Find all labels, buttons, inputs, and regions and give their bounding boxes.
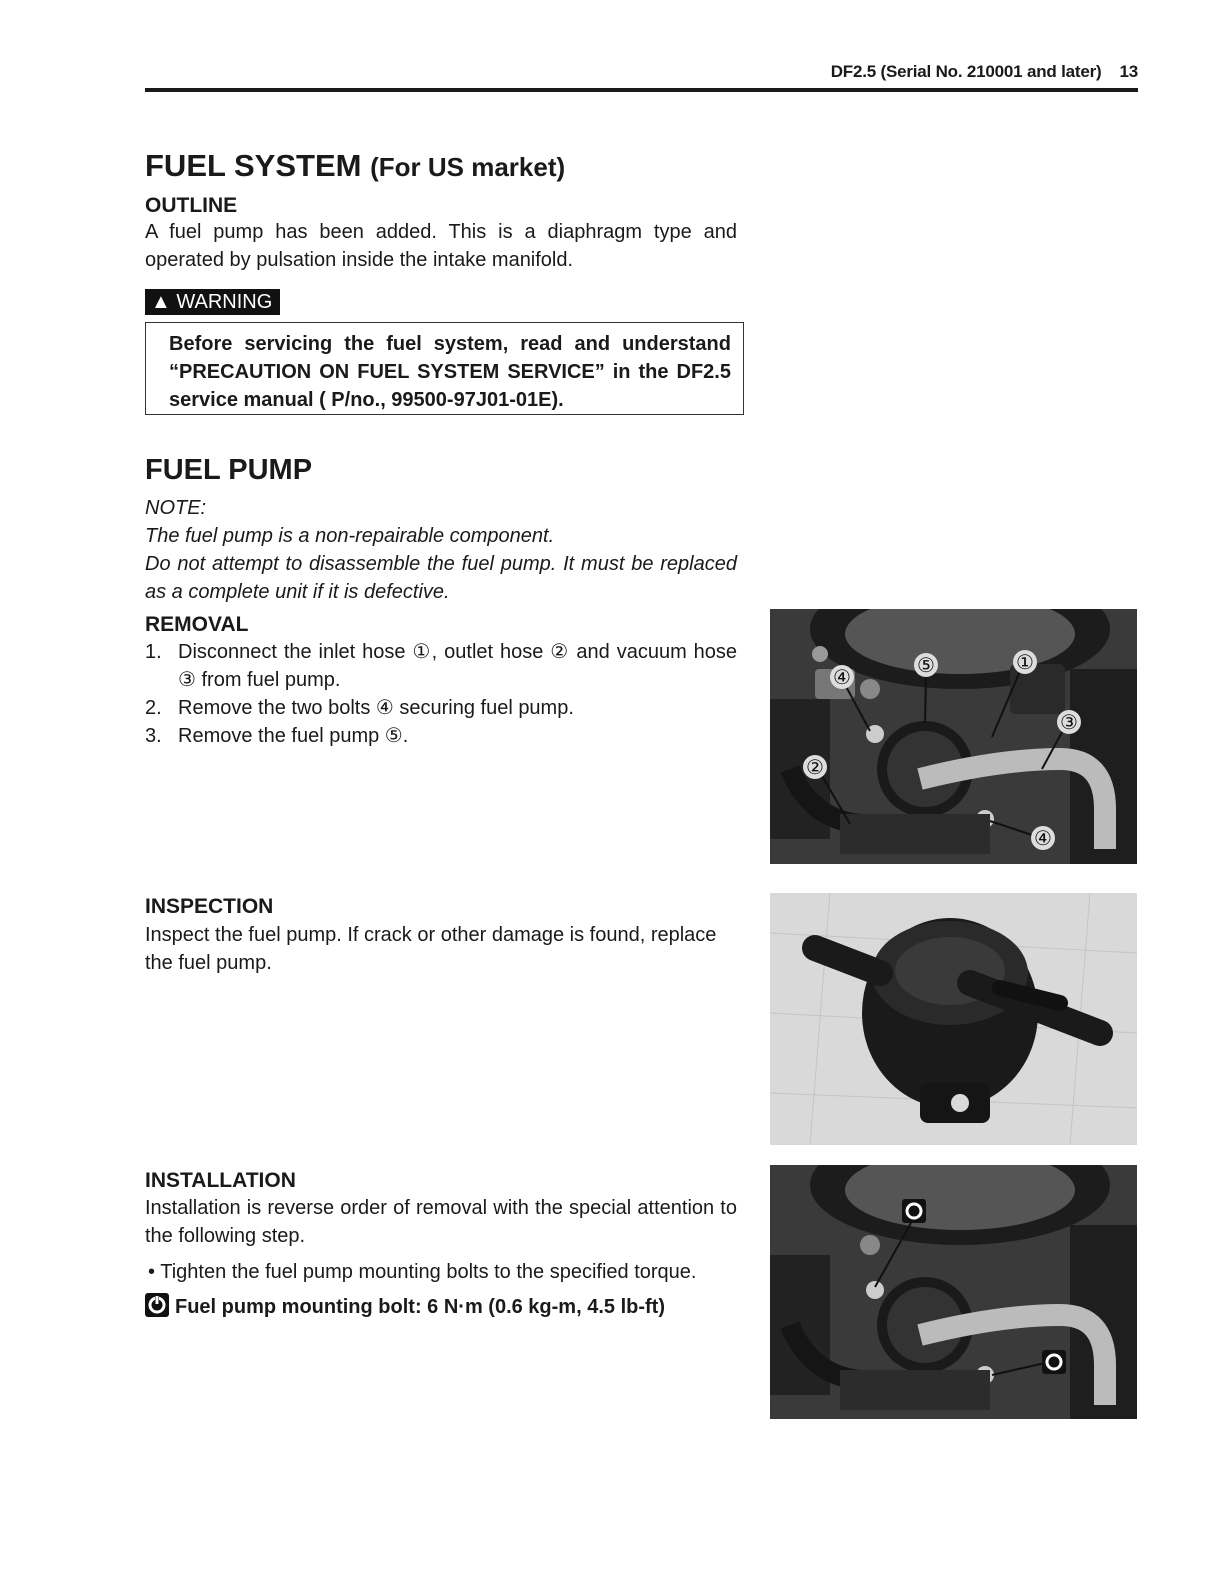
inspection-heading: INSPECTION (145, 895, 274, 918)
inspection-text: Inspect the fuel pump. If crack or other damage is found, replace the fuel pump. (145, 924, 717, 974)
header-rule (145, 88, 1138, 92)
installation-heading: INSTALLATION (145, 1169, 296, 1192)
bullet-mark: • (148, 1261, 156, 1283)
note-line-2: Do not attempt to disassemble the fuel pump. It must be replaced as a complete unit if it is defective. (145, 553, 737, 603)
torque-spec-text: Fuel pump mounting bolt: 6 N·m (0.6 kg-m, 4.5 lb-ft) (175, 1296, 665, 1318)
removal-step: 3. Remove the fuel pump ⑤. (145, 725, 409, 747)
outline-heading: OUTLINE (145, 194, 238, 217)
callout-3: ③ (1060, 710, 1078, 734)
page-number: 13 (1119, 62, 1138, 81)
torque-spec (145, 1293, 745, 1321)
removal-step: 1. Disconnect the inlet hose ①, outlet hose ② and vacuum hose ③ from fuel pump. (145, 641, 737, 691)
callout-4b: ④ (1034, 826, 1052, 850)
warning-box: Before servicing the fuel system, read and understand “PRECAUTION ON FUEL SYSTEM SERVICE” in the DF2.5 service manual ( P/no., 99500-97J01-01E). (145, 322, 744, 415)
section-title-fuel-pump: FUEL PUMP (145, 454, 313, 486)
warning-label (145, 289, 280, 315)
note-line-1: The fuel pump is a non-repairable component. (145, 525, 555, 547)
inspection-photo (770, 893, 1137, 1145)
fuel-system-subtitle: (For US market) (370, 152, 566, 182)
removal-heading: REMOVAL (145, 613, 249, 636)
installation-bullet (148, 1258, 743, 1286)
warning-label-text: WARNING (176, 291, 273, 313)
header-title: DF2.5 (Serial No. 210001 and later) (830, 62, 1102, 81)
installation-text: Installation is reverse order of removal with the special attention to the following step. (145, 1197, 737, 1247)
installation-photo (770, 1165, 1137, 1419)
fuel-system-title: FUEL SYSTEM (145, 148, 362, 183)
section-title-fuel-system (145, 148, 565, 184)
callout-5: ⑤ (917, 653, 935, 677)
bullet-text: Tighten the fuel pump mounting bolts to the specified torque. (160, 1261, 697, 1283)
torque-wrench-icon (145, 1293, 169, 1317)
removal-step: 2. Remove the two bolts ④ securing fuel pump. (145, 697, 574, 719)
removal-photo (770, 609, 1137, 864)
callout-1: ① (1016, 650, 1034, 674)
torque-callout-icon (1042, 1350, 1066, 1374)
warning-icon: ▲ (151, 291, 171, 313)
torque-callout-icon (902, 1199, 926, 1223)
removal-steps (145, 638, 737, 750)
callout-2: ② (806, 755, 824, 779)
outline-text: A fuel pump has been added. This is a diaphragm type and operated by pulsation inside the intake manifold. (145, 221, 737, 271)
callout-4a: ④ (833, 665, 851, 689)
note-label: NOTE: (145, 497, 207, 519)
page-header (831, 62, 1138, 82)
